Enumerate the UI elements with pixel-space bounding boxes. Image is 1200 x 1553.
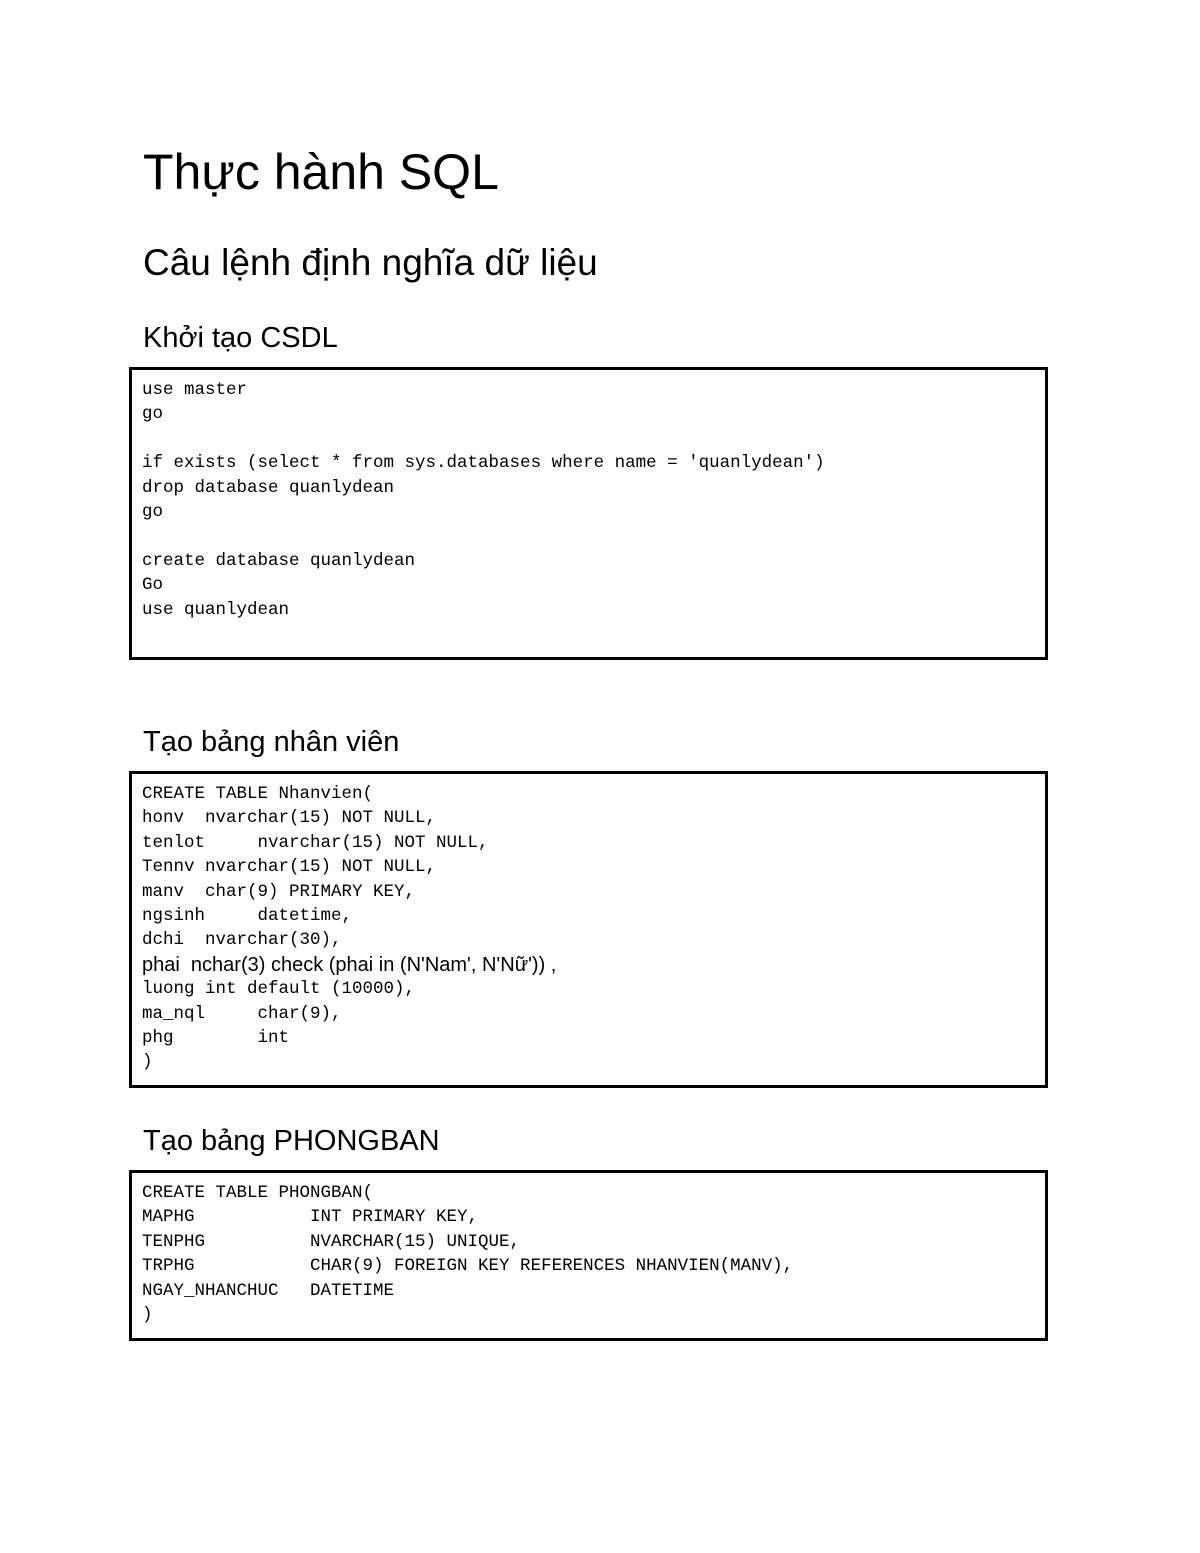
code-line: dchi nvarchar(30), [142, 930, 342, 951]
code-line: honv nvarchar(15) NOT NULL, [142, 808, 437, 829]
section-heading-nhanvien: Tạo bảng nhân viên [143, 726, 400, 758]
code-line: TRPHG CHAR(9) FOREIGN KEY REFERENCES NHANVIEN(MANV), [142, 1256, 794, 1277]
section-heading-phongban: Tạo bảng PHONGBAN [143, 1125, 440, 1157]
code-line: go [142, 501, 164, 522]
code-line: TENPHG NVARCHAR(15) UNIQUE, [142, 1231, 521, 1252]
code-line: ma_nql char(9), [142, 1003, 342, 1024]
code-line: ) [142, 1052, 153, 1073]
code-line: phai nchar(3) check (phai in (N'Nam', N'Nữ')) , [142, 953, 557, 976]
code-line: tenlot nvarchar(15) NOT NULL, [142, 832, 489, 853]
code-line: if exists (select * from sys.databases where name = 'quanlydean') [142, 453, 825, 474]
code-line: create database quanlydean [142, 550, 416, 571]
code-line [142, 427, 1035, 451]
code-line: Tennv nvarchar(15) NOT NULL, [142, 857, 437, 878]
code-block-phongban [129, 1170, 1048, 1341]
code-line: phg int [142, 1027, 290, 1048]
code-line: CREATE TABLE Nhanvien( [142, 784, 374, 804]
code-line: use quanlydean [142, 599, 290, 620]
code-line: ) [142, 1304, 153, 1325]
section-heading-create-db: Khởi tạo CSDL [143, 322, 338, 354]
code-line: CREATE TABLE PHONGBAN( [142, 1183, 374, 1203]
code-line: MAPHG INT PRIMARY KEY, [142, 1207, 479, 1228]
code-line: go [142, 404, 164, 425]
code-line: NGAY_NHANCHUC DATETIME [142, 1280, 395, 1301]
code-line [142, 524, 1035, 548]
code-line: drop database quanlydean [142, 477, 395, 498]
code-line: luong int default (10000), [142, 979, 416, 1000]
code-line: use master [142, 380, 248, 400]
code-line: Go [142, 575, 164, 596]
page-subtitle: Câu lệnh định nghĩa dữ liệu [143, 242, 598, 283]
code-block-nhanvien [129, 771, 1048, 1088]
code-block-create-db [129, 367, 1048, 660]
page-title: Thực hành SQL [143, 144, 499, 200]
code-line: manv char(9) PRIMARY KEY, [142, 881, 416, 902]
code-line: ngsinh datetime, [142, 905, 353, 926]
